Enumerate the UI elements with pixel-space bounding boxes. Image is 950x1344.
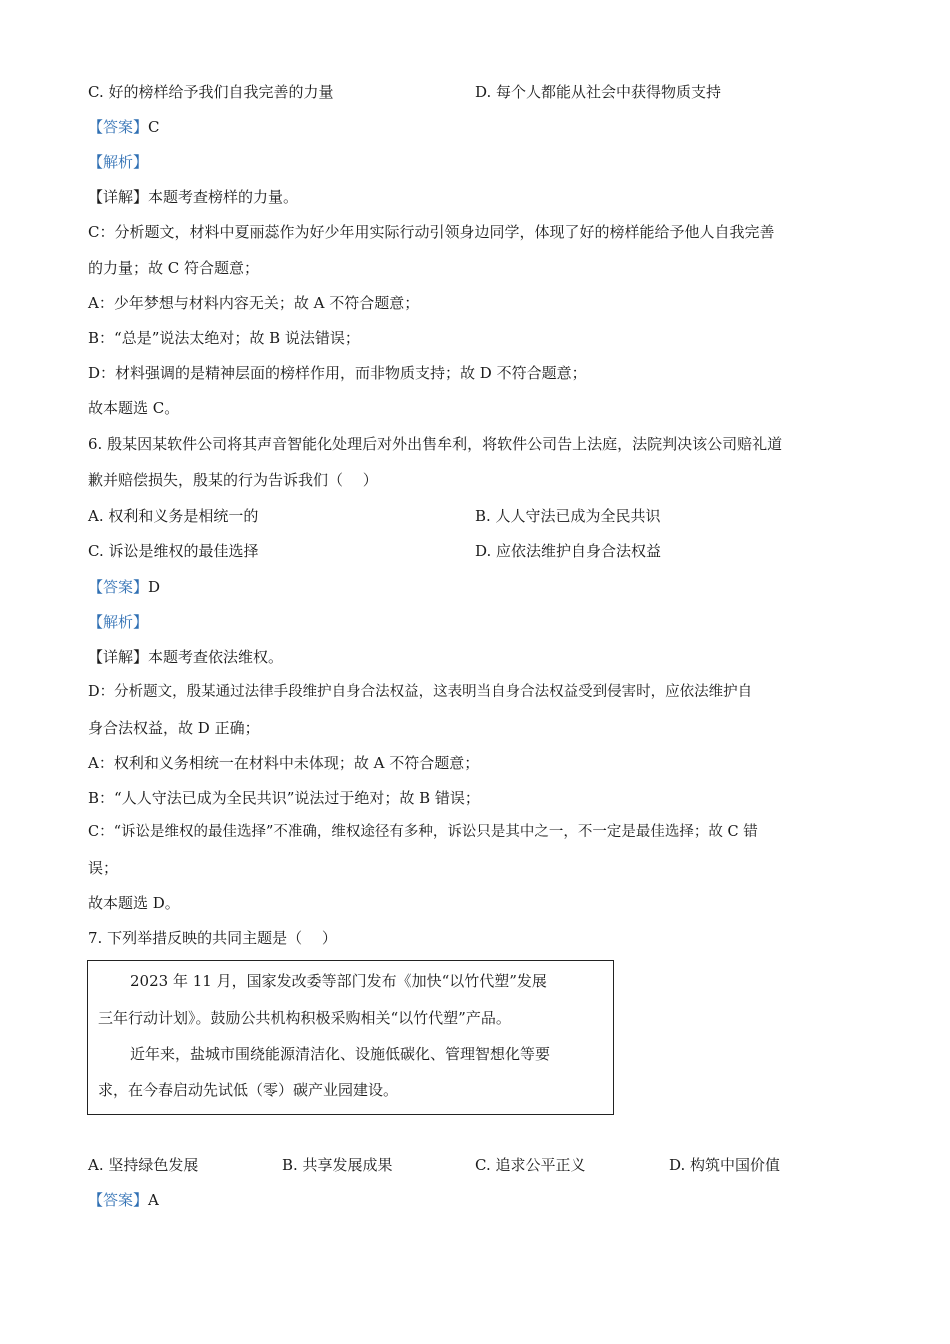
q6-stem-line: 6. 殷某因某软件公司将其声音智能化处理后对外出售牟利，将软件公司告上法庭，法院判决该公司赔礼道 [88,435,783,453]
q6-option-c: C. 诉讼是维权的最佳选择 [88,542,259,560]
q6-answer [88,577,160,597]
q6-explanation-line: D：分析题文，殷某通过法律手段维护自身合法权益，这表明当自身合法权益受到侵害时，应依法维护自 [88,684,753,700]
q5-option-d: D. 每个人都能从社会中获得物质支持 [475,83,722,101]
answer-tag: 【答案】 [88,1191,149,1209]
q6-stem-line: 歉并赔偿损失，殷某的行为告诉我们（ ） [88,471,378,489]
detail-tag: 【详解】 [88,648,149,666]
answer-tag: 【答案】 [88,578,149,596]
q7-stem: 7. 下列举措反映的共同主题是（ ） [88,929,337,947]
q6-explanation-line: 身合法权益，故 D 正确； [88,719,260,737]
q6-option-d: D. 应依法维护自身合法权益 [475,542,662,560]
q7-option-c: C. 追求公平正义 [475,1156,586,1174]
q6-explanation-line: B：“人人守法已成为全民共识”说法过于绝对；故 B 错误； [88,789,480,807]
q6-explanation-line: A：权利和义务相统一在材料中未体现；故 A 不符合题意； [88,754,480,772]
q6-explanation-line: C：“诉讼是维权的最佳选择”不准确，维权途径有多种，诉讼只是其中之一，不一定是最佳选择；故 C 错 [88,824,758,840]
detail-text: 本题考查榜样的力量。 [148,188,299,206]
q6-explanation-line: 误； [88,859,119,877]
q5-conclusion: 故本题选 C。 [88,399,180,417]
material-line: 2023 年 11 月，国家发改委等部门发布《加快“以竹代塑”发展 [130,972,547,990]
q7-option-a: A. 坚持绿色发展 [88,1156,199,1174]
material-line: 三年行动计划》。鼓励公共机构积极采购相关“以竹代塑”产品。 [98,1009,511,1027]
q5-analysis-tag: 【解析】 [88,153,149,171]
q7-material-box [87,960,614,1115]
q5-explanation-line: B：“总是”说法太绝对；故 B 说法错误； [88,329,360,347]
material-line: 近年来，盐城市围绕能源清洁化、设施低碳化、管理智想化等要 [130,1045,551,1063]
detail-tag: 【详解】 [88,188,149,206]
material-line: 求，在今春启动先试低（零）碳产业园建设。 [98,1081,399,1099]
q7-option-b: B. 共享发展成果 [282,1156,393,1174]
answer-value: C [148,118,160,136]
q7-option-d: D. 构筑中国价值 [669,1156,781,1174]
q5-option-c: C. 好的榜样给予我们自我完善的力量 [88,83,334,101]
q5-detail [88,187,298,207]
q5-explanation-line: A：少年梦想与材料内容无关；故 A 不符合题意； [88,294,420,312]
answer-value: A [148,1191,159,1209]
q6-conclusion: 故本题选 D。 [88,894,180,912]
detail-text: 本题考查依法维权。 [148,648,284,666]
answer-tag: 【答案】 [88,118,149,136]
q7-answer [88,1190,159,1210]
q6-option-b: B. 人人守法已成为全民共识 [475,507,661,525]
q5-explanation-line: C：分析题文，材料中夏丽蕊作为好少年用实际行动引领身边同学，体现了好的榜样能给予他人自我完善 [88,223,775,241]
answer-value: D [148,578,161,596]
q6-analysis-tag: 【解析】 [88,613,149,631]
q5-explanation-line: 的力量；故 C 符合题意； [88,259,260,277]
q6-option-a: A. 权利和义务是相统一的 [88,507,259,525]
q5-answer [88,117,160,137]
q6-detail [88,647,283,667]
q5-explanation-line: D：材料强调的是精神层面的榜样作用，而非物质支持；故 D 不符合题意； [88,364,587,382]
